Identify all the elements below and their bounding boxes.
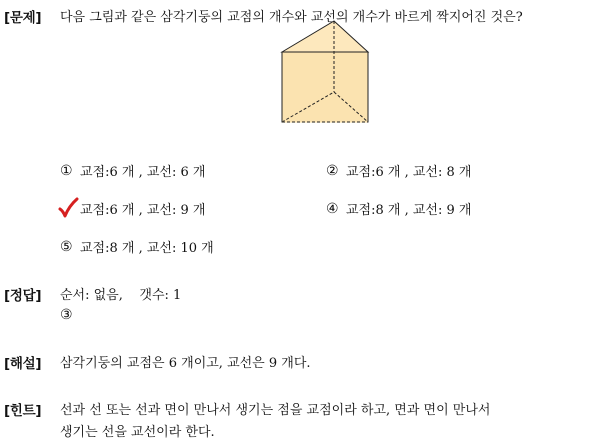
check-mark-icon	[57, 197, 79, 219]
choice-2-number: ②	[326, 162, 339, 179]
problem-tag: [문제]	[4, 10, 42, 26]
choice-2[interactable]	[326, 161, 471, 180]
choice-4-number: ④	[326, 200, 339, 217]
choice-5-text: 교점:8 개 , 교선: 10 개	[80, 241, 214, 256]
answer-value: ③	[60, 307, 73, 323]
explanation-text: 삼각기둥의 교점은 6 개이고, 교선은 9 개다.	[60, 356, 311, 371]
choice-5-number: ⑤	[60, 238, 73, 255]
choice-5[interactable]	[60, 237, 214, 256]
explanation-tag: [해설]	[4, 356, 42, 372]
answer-line: 순서: 없음, 갯수: 1	[60, 288, 182, 303]
question-text: 다음 그림과 같은 삼각기둥의 교점의 개수와 교선의 개수가 바르게 짝지어진 것은?	[60, 10, 523, 25]
prism-top-face	[282, 21, 368, 52]
hint-tag: [힌트]	[4, 403, 42, 419]
answer-tag: [정답]	[4, 288, 42, 304]
hint-line-1: 선과 선 또는 선과 면이 만나서 생기는 점을 교점이라 하고, 면과 면이 만나서	[60, 403, 491, 418]
triangular-prism-figure	[276, 18, 376, 126]
choice-1[interactable]	[60, 161, 205, 180]
choice-3-text: 교점:6 개 , 교선: 9 개	[80, 203, 206, 218]
choice-1-text: 교점:6 개 , 교선: 6 개	[80, 165, 206, 180]
choice-1-number: ①	[60, 162, 73, 179]
hint-line-2: 생기는 선을 교선이라 한다.	[60, 425, 215, 440]
choice-3[interactable]	[60, 199, 205, 218]
choice-4[interactable]	[326, 199, 471, 218]
choice-2-text: 교점:6 개 , 교선: 8 개	[346, 165, 472, 180]
prism-front-face	[282, 52, 368, 122]
choice-4-text: 교점:8 개 , 교선: 9 개	[346, 203, 472, 218]
